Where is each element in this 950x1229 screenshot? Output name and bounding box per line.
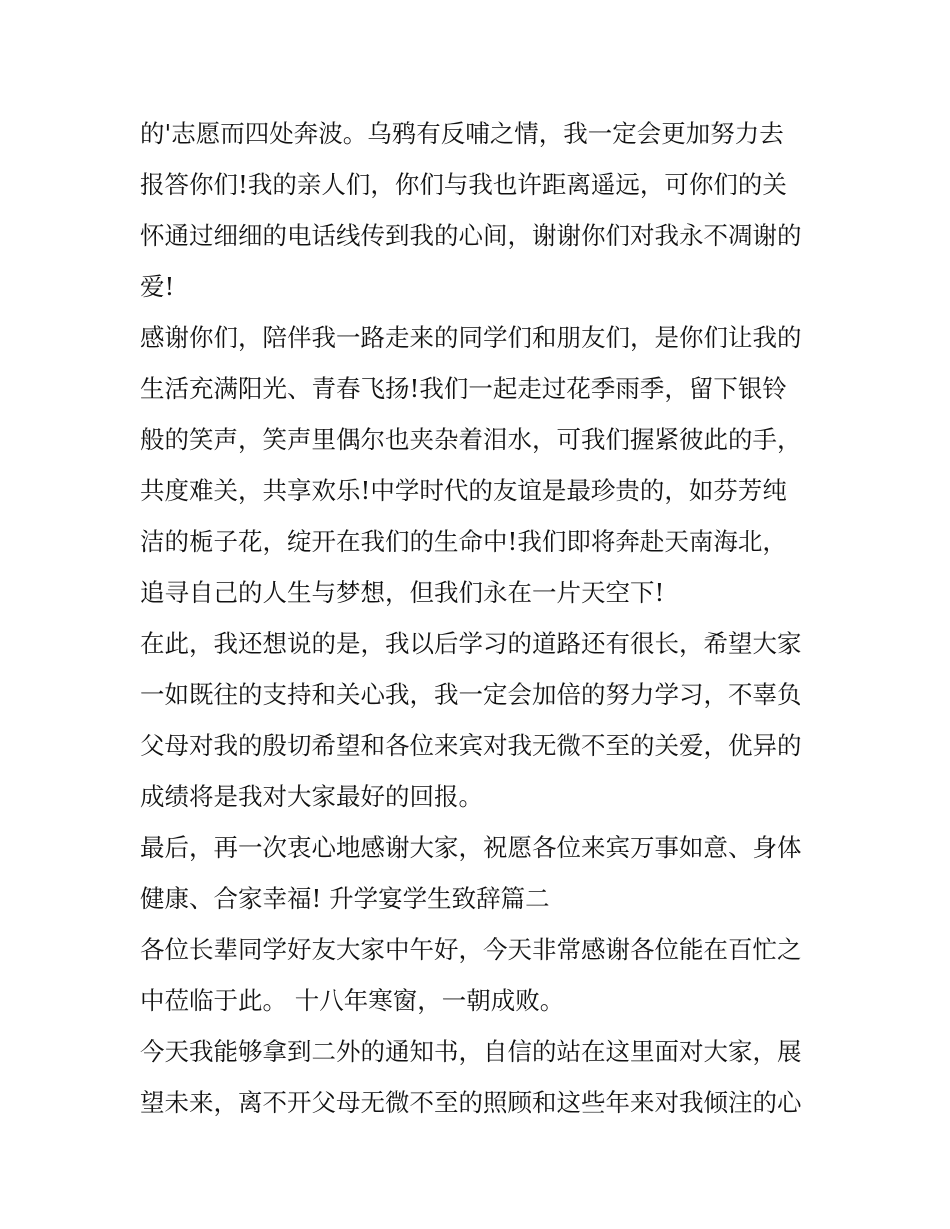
text-line-11: 在此，我还想说的是，我以后学习的道路还有很长，希望大家 xyxy=(140,629,802,658)
text-line-3: 怀通过细细的电话线传到我的心间，谢谢你们对我永不凋谢的 xyxy=(140,221,802,250)
text-line-17: 各位长辈同学好友大家中午好，今天非常感谢各位能在百忙之 xyxy=(140,935,802,964)
text-line-15: 最后，再一次衷心地感谢大家，祝愿各位来宾万事如意、身体 xyxy=(140,833,802,862)
text-line-12: 一如既往的支持和关心我，我一定会加倍的努力学习，不辜负 xyxy=(140,680,802,709)
text-line-14: 成绩将是我对大家最好的回报。 xyxy=(140,782,483,811)
text-line-18: 中莅临于此。 十八年寒窗，一朝成败。 xyxy=(140,986,565,1015)
text-line-2: 报答你们!我的亲人们，你们与我也许距离遥远，可你们的关 xyxy=(140,170,787,199)
text-line-4: 爱! xyxy=(140,272,175,301)
text-line-19: 今天我能够拿到二外的通知书，自信的站在这里面对大家，展 xyxy=(140,1037,802,1066)
text-line-7: 般的笑声，笑声里偶尔也夹杂着泪水，可我们握紧彼此的手， xyxy=(140,425,802,454)
text-line-20: 望未来，离不开父母无微不至的照顾和这些年来对我倾注的心 xyxy=(140,1088,802,1117)
text-line-13: 父母对我的殷切希望和各位来宾对我无微不至的关爱，优异的 xyxy=(140,731,802,760)
text-line-1: 的'志愿而四处奔波。乌鸦有反哺之情，我一定会更加努力去 xyxy=(140,119,784,148)
text-line-9: 洁的栀子花，绽开在我们的生命中!我们即将奔赴天南海北， xyxy=(140,527,787,556)
text-line-5: 感谢你们，陪伴我一路走来的同学们和朋友们，是你们让我的 xyxy=(140,323,802,352)
text-line-6: 生活充满阳光、青春飞扬!我们一起走过花季雨季，留下银铃 xyxy=(140,374,787,403)
document-body xyxy=(140,108,820,1128)
text-line-10: 追寻自己的人生与梦想，但我们永在一片天空下! xyxy=(140,578,665,607)
text-line-16: 健康、合家幸福! 升学宴学生致辞篇二 xyxy=(140,884,550,913)
text-line-8: 共度难关，共享欢乐!中学时代的友谊是最珍贵的，如芬芳纯 xyxy=(140,476,787,505)
